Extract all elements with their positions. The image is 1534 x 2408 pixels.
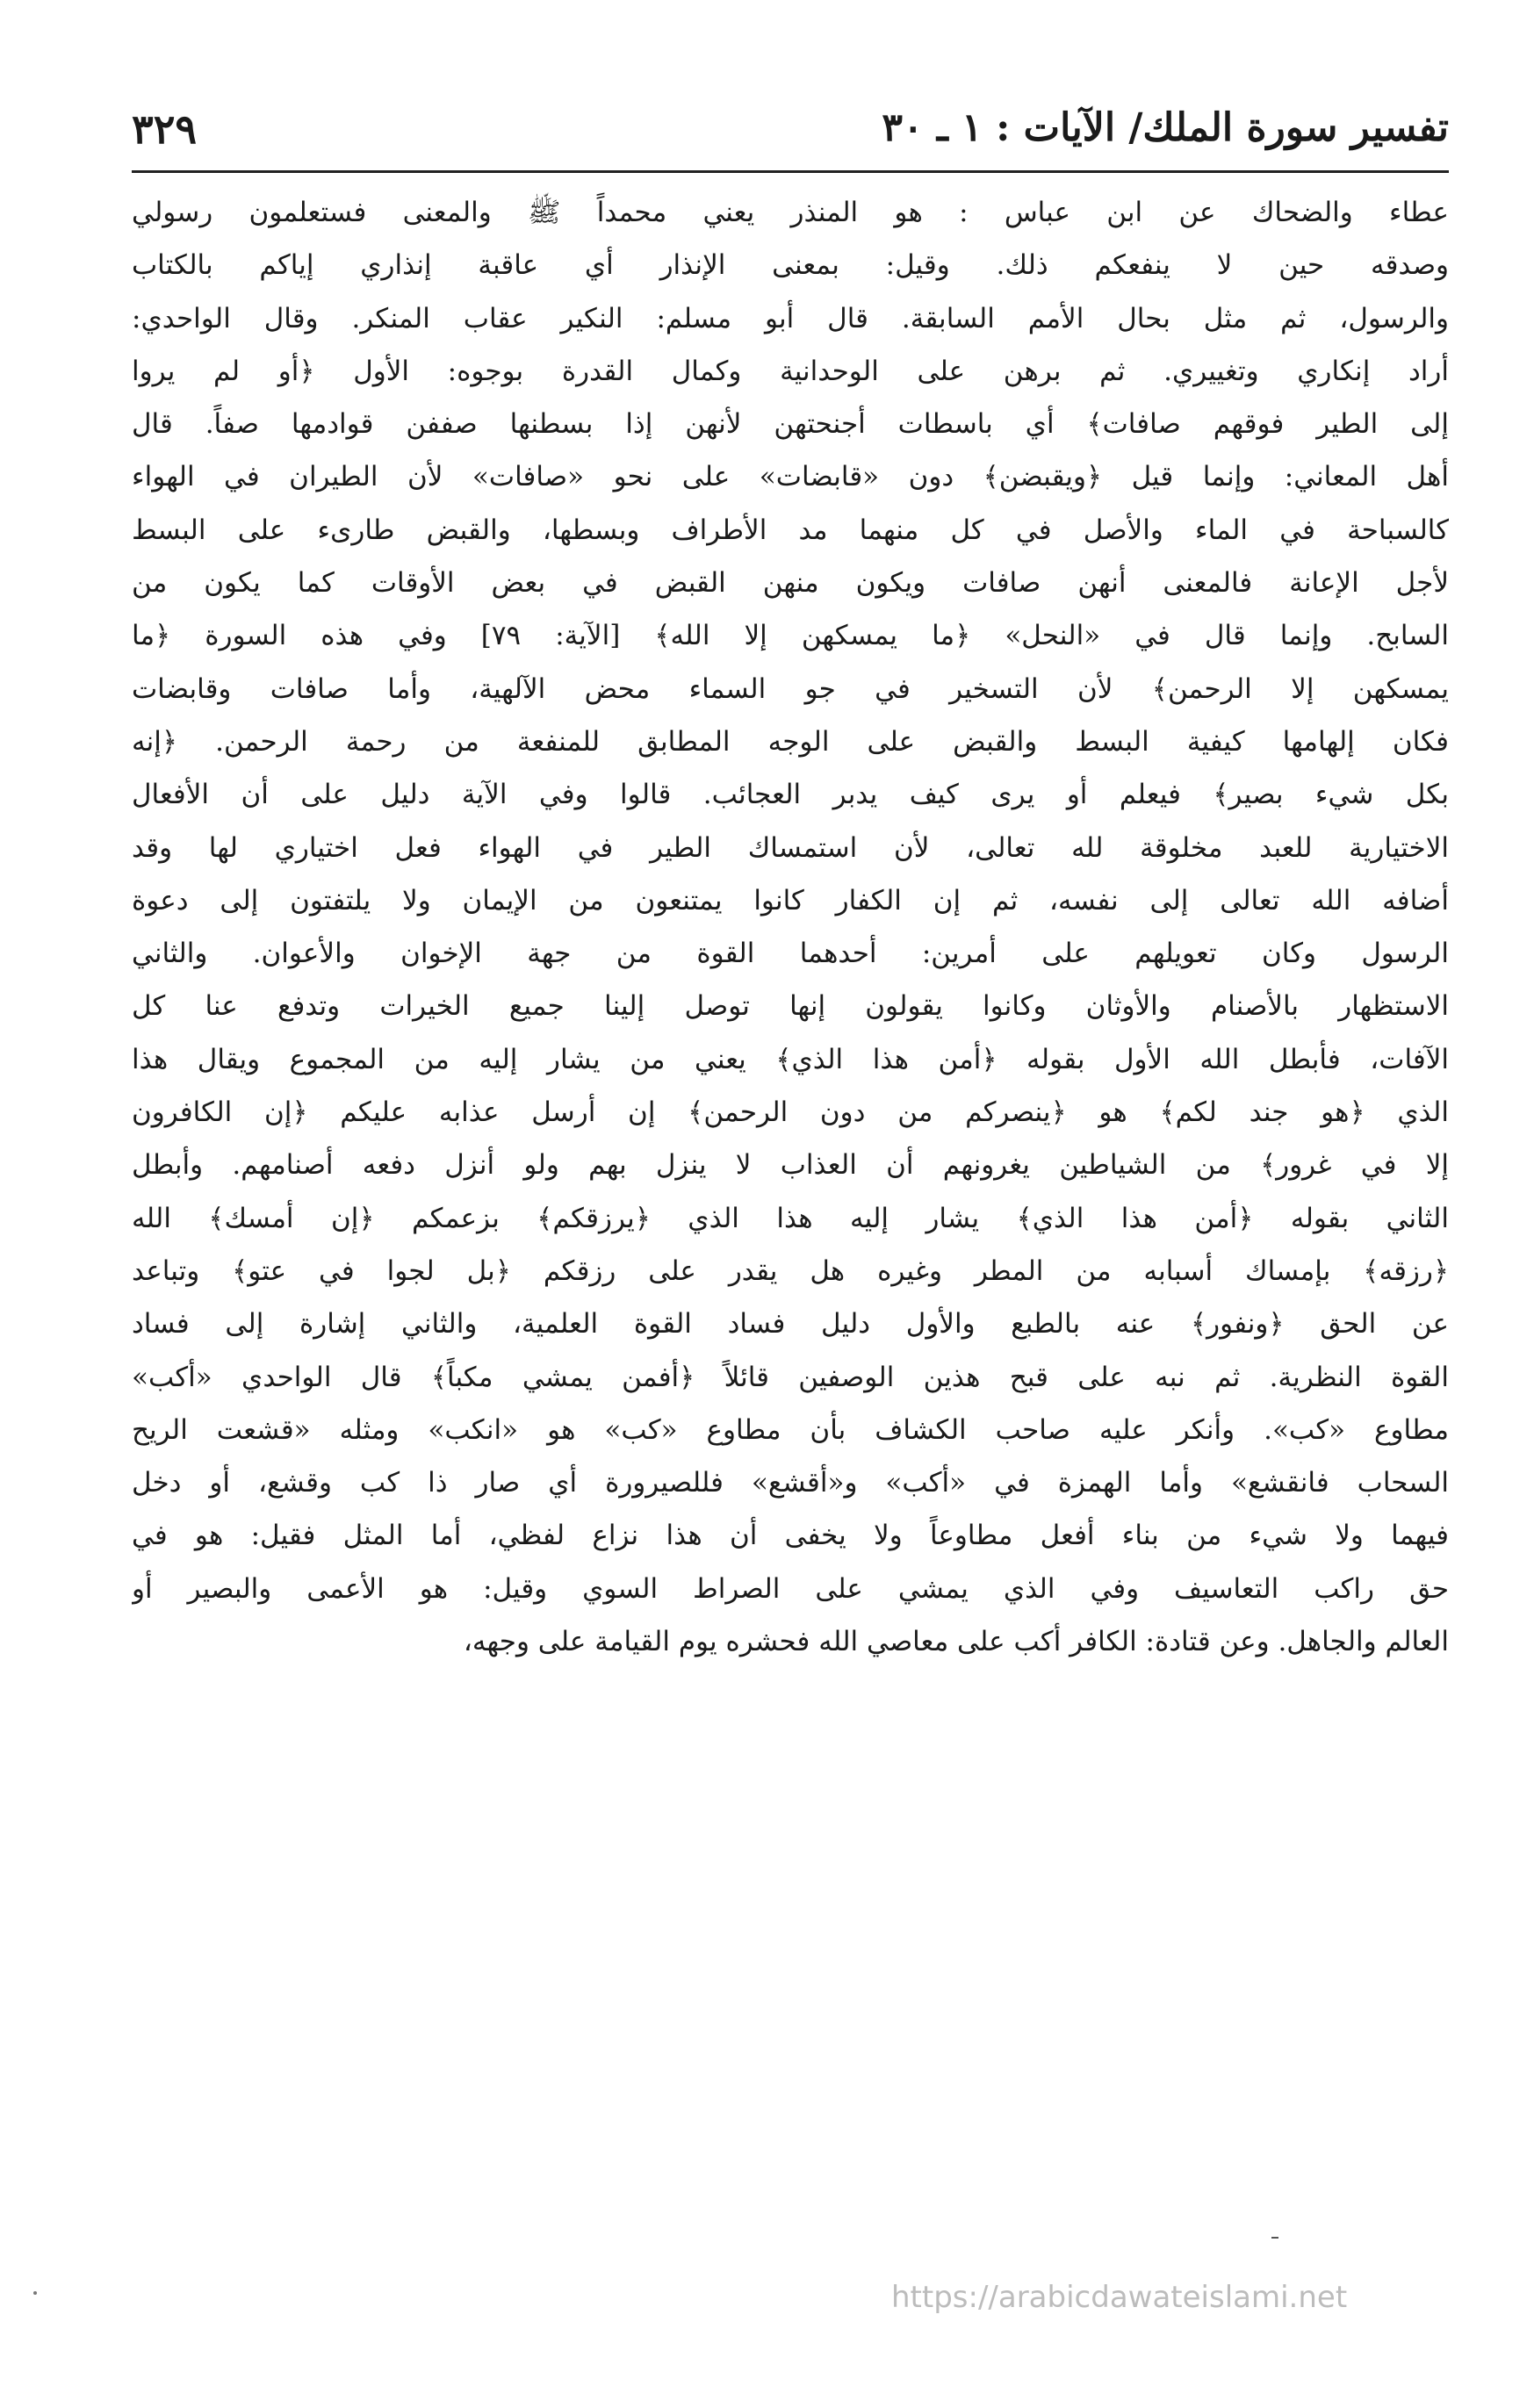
text-line: الآفات، فأبطل الله الأول بقوله ﴿أمن هذا الذي﴾ يعني من يشار إليه من المجموع ويقال هذا xyxy=(132,1043,1449,1075)
text-line: ﴿رزقه﴾ بإمساك أسبابه من المطر وغيره هل يقدر على رزقكم ﴿بل لجوا في عتو﴾ وتباعد xyxy=(132,1254,1449,1287)
text-line: السابح. وإنما قال في «النحل» ﴿ما يمسكهن إلا الله﴾ [الآية: ٧٩] وفي هذه السورة ﴿ما xyxy=(132,620,1449,652)
text-line: لأجل الإعانة فالمعنى أنهن صافات ويكون منهن القبض في بعض الأوقات كما يكون من xyxy=(132,567,1449,600)
text-line: الثاني بقوله ﴿أمن هذا الذي﴾ يشار إليه هذا الذي ﴿يرزقكم﴾ بزعمكم ﴿إن أمسك﴾ الله xyxy=(132,1202,1449,1234)
text-line: والرسول، ثم مثل بحال الأمم السابقة. قال أبو مسلم: النكير عقاب المنكر. وقال الواحدي: xyxy=(132,302,1449,334)
body-text xyxy=(132,186,1449,1668)
text-line: حق راكب التعاسيف وفي الذي يمشي على الصراط السوي وقيل: هو الأعمى والبصير أو xyxy=(132,1572,1449,1605)
text-line: فيهما ولا شيء من بناء أفعل مطاوعاً ولا يخفى أن هذا نزاع لفظي، أما المثل فقيل: هو في xyxy=(132,1520,1449,1552)
text-line: القوة النظرية. ثم نبه على قبح هذين الوصفين قائلاً ﴿أفمن يمشي مكباً﴾ قال الواحدي «أكب» xyxy=(132,1361,1449,1393)
text-line: الرسول وكان تعويلهم على أمرين: أحدهما القوة من جهة الإخوان والأعوان. والثاني xyxy=(132,938,1449,970)
text-line: إلى الطير فوقهم صافات﴾ أي باسطات أجنحتهن لأنهن إذا بسطنها صففن قوادمها صفاً. قال xyxy=(132,408,1449,441)
page-number: ٣٢٩ xyxy=(132,105,198,153)
text-line: عن الحق ﴿ونفور﴾ عنه بالطبع والأول دليل فساد القوة العلمية، والثاني إشارة إلى فساد xyxy=(132,1308,1449,1341)
text-line: وصدقه حين لا ينفعكم ذلك. وقيل: بمعنى الإنذار أي عاقبة إنذاري إياكم بالكتاب xyxy=(132,249,1449,282)
text-line: يمسكهن إلا الرحمن﴾ لأن التسخير في جو السماء محض الآلهية، وأما صافات وقابضات xyxy=(132,672,1449,705)
text-line: مطاوع «كب». وأنكر عليه صاحب الكشاف بأن مطاوع «كب» هو «انكب» ومثله «قشعت الريح xyxy=(132,1413,1449,1446)
text-line: السحاب فانقشع» وأما الهمزة في «أكب» و«أقشع» فللصيرورة أي صار ذا كب وقشع، أو دخل xyxy=(132,1467,1449,1499)
text-line: العالم والجاهل. وعن قتادة: الكافر أكب على معاصي الله فحشره يوم القيامة على وجهه، xyxy=(463,1626,1449,1658)
scan-mark xyxy=(1271,2237,1278,2239)
text-line: أضافه الله تعالى إلى نفسه، ثم إن الكفار كانوا يمتنعون من الإيمان ولا يلتفتون إلى دعوة xyxy=(132,884,1449,916)
text-line: أراد إنكاري وتغييري. ثم برهن على الوحدانية وكمال القدرة بوجوه: الأول ﴿أو لم يروا xyxy=(132,355,1449,387)
text-line: الاختيارية للعبد مخلوقة لله تعالى، لأن استمساك الطير في الهواء فعل اختياري لها وقد xyxy=(132,831,1449,864)
running-title: تفسير سورة الملك/ الآيات : ١ ـ ٣٠ xyxy=(882,105,1449,150)
text-line: إلا في غرور﴾ من الشياطين يغرونهم أن العذاب لا ينزل بهم ولو أنزل دفعه أصنامهم. وأبطل xyxy=(132,1149,1449,1182)
text-line: كالسباحة في الماء والأصل في كل منهما مد الأطراف وبسطها، والقبض طارىء على البسط xyxy=(132,514,1449,546)
text-line: الذي ﴿هو جند لكم﴾ هو ﴿ينصركم من دون الرحمن﴾ إن أرسل عذابه عليكم ﴿إن الكافرون xyxy=(132,1096,1449,1129)
text-line: فكان إلهامها كيفية البسط والقبض على الوجه المطابق للمنفعة من رحمة الرحمن. ﴿إنه xyxy=(132,725,1449,758)
text-line: بكل شيء بصير﴾ فيعلم أو يرى كيف يدبر العجائب. قالوا وفي الآية دليل على أن الأفعال xyxy=(132,779,1449,811)
page-header xyxy=(132,105,1449,169)
text-line: عطاء والضحاك عن ابن عباس : هو المنذر يعني محمداً ﷺ والمعنى فستعلمون رسولي xyxy=(132,197,1449,228)
text-line: الاستظهار بالأصنام والأوثان وكانوا يقولون إنها توصل إلينا جميع الخيرات وتدفع عنا كل xyxy=(132,990,1449,1023)
header-rule xyxy=(132,170,1449,173)
scan-dot xyxy=(33,2291,37,2295)
text-line: أهل المعاني: وإنما قيل ﴿ويقبضن﴾ دون «قابضات» على نحو «صافات» لأن الطيران في الهواء xyxy=(132,461,1449,493)
watermark-url: https://arabicdawateislami.net xyxy=(891,2280,1348,2315)
